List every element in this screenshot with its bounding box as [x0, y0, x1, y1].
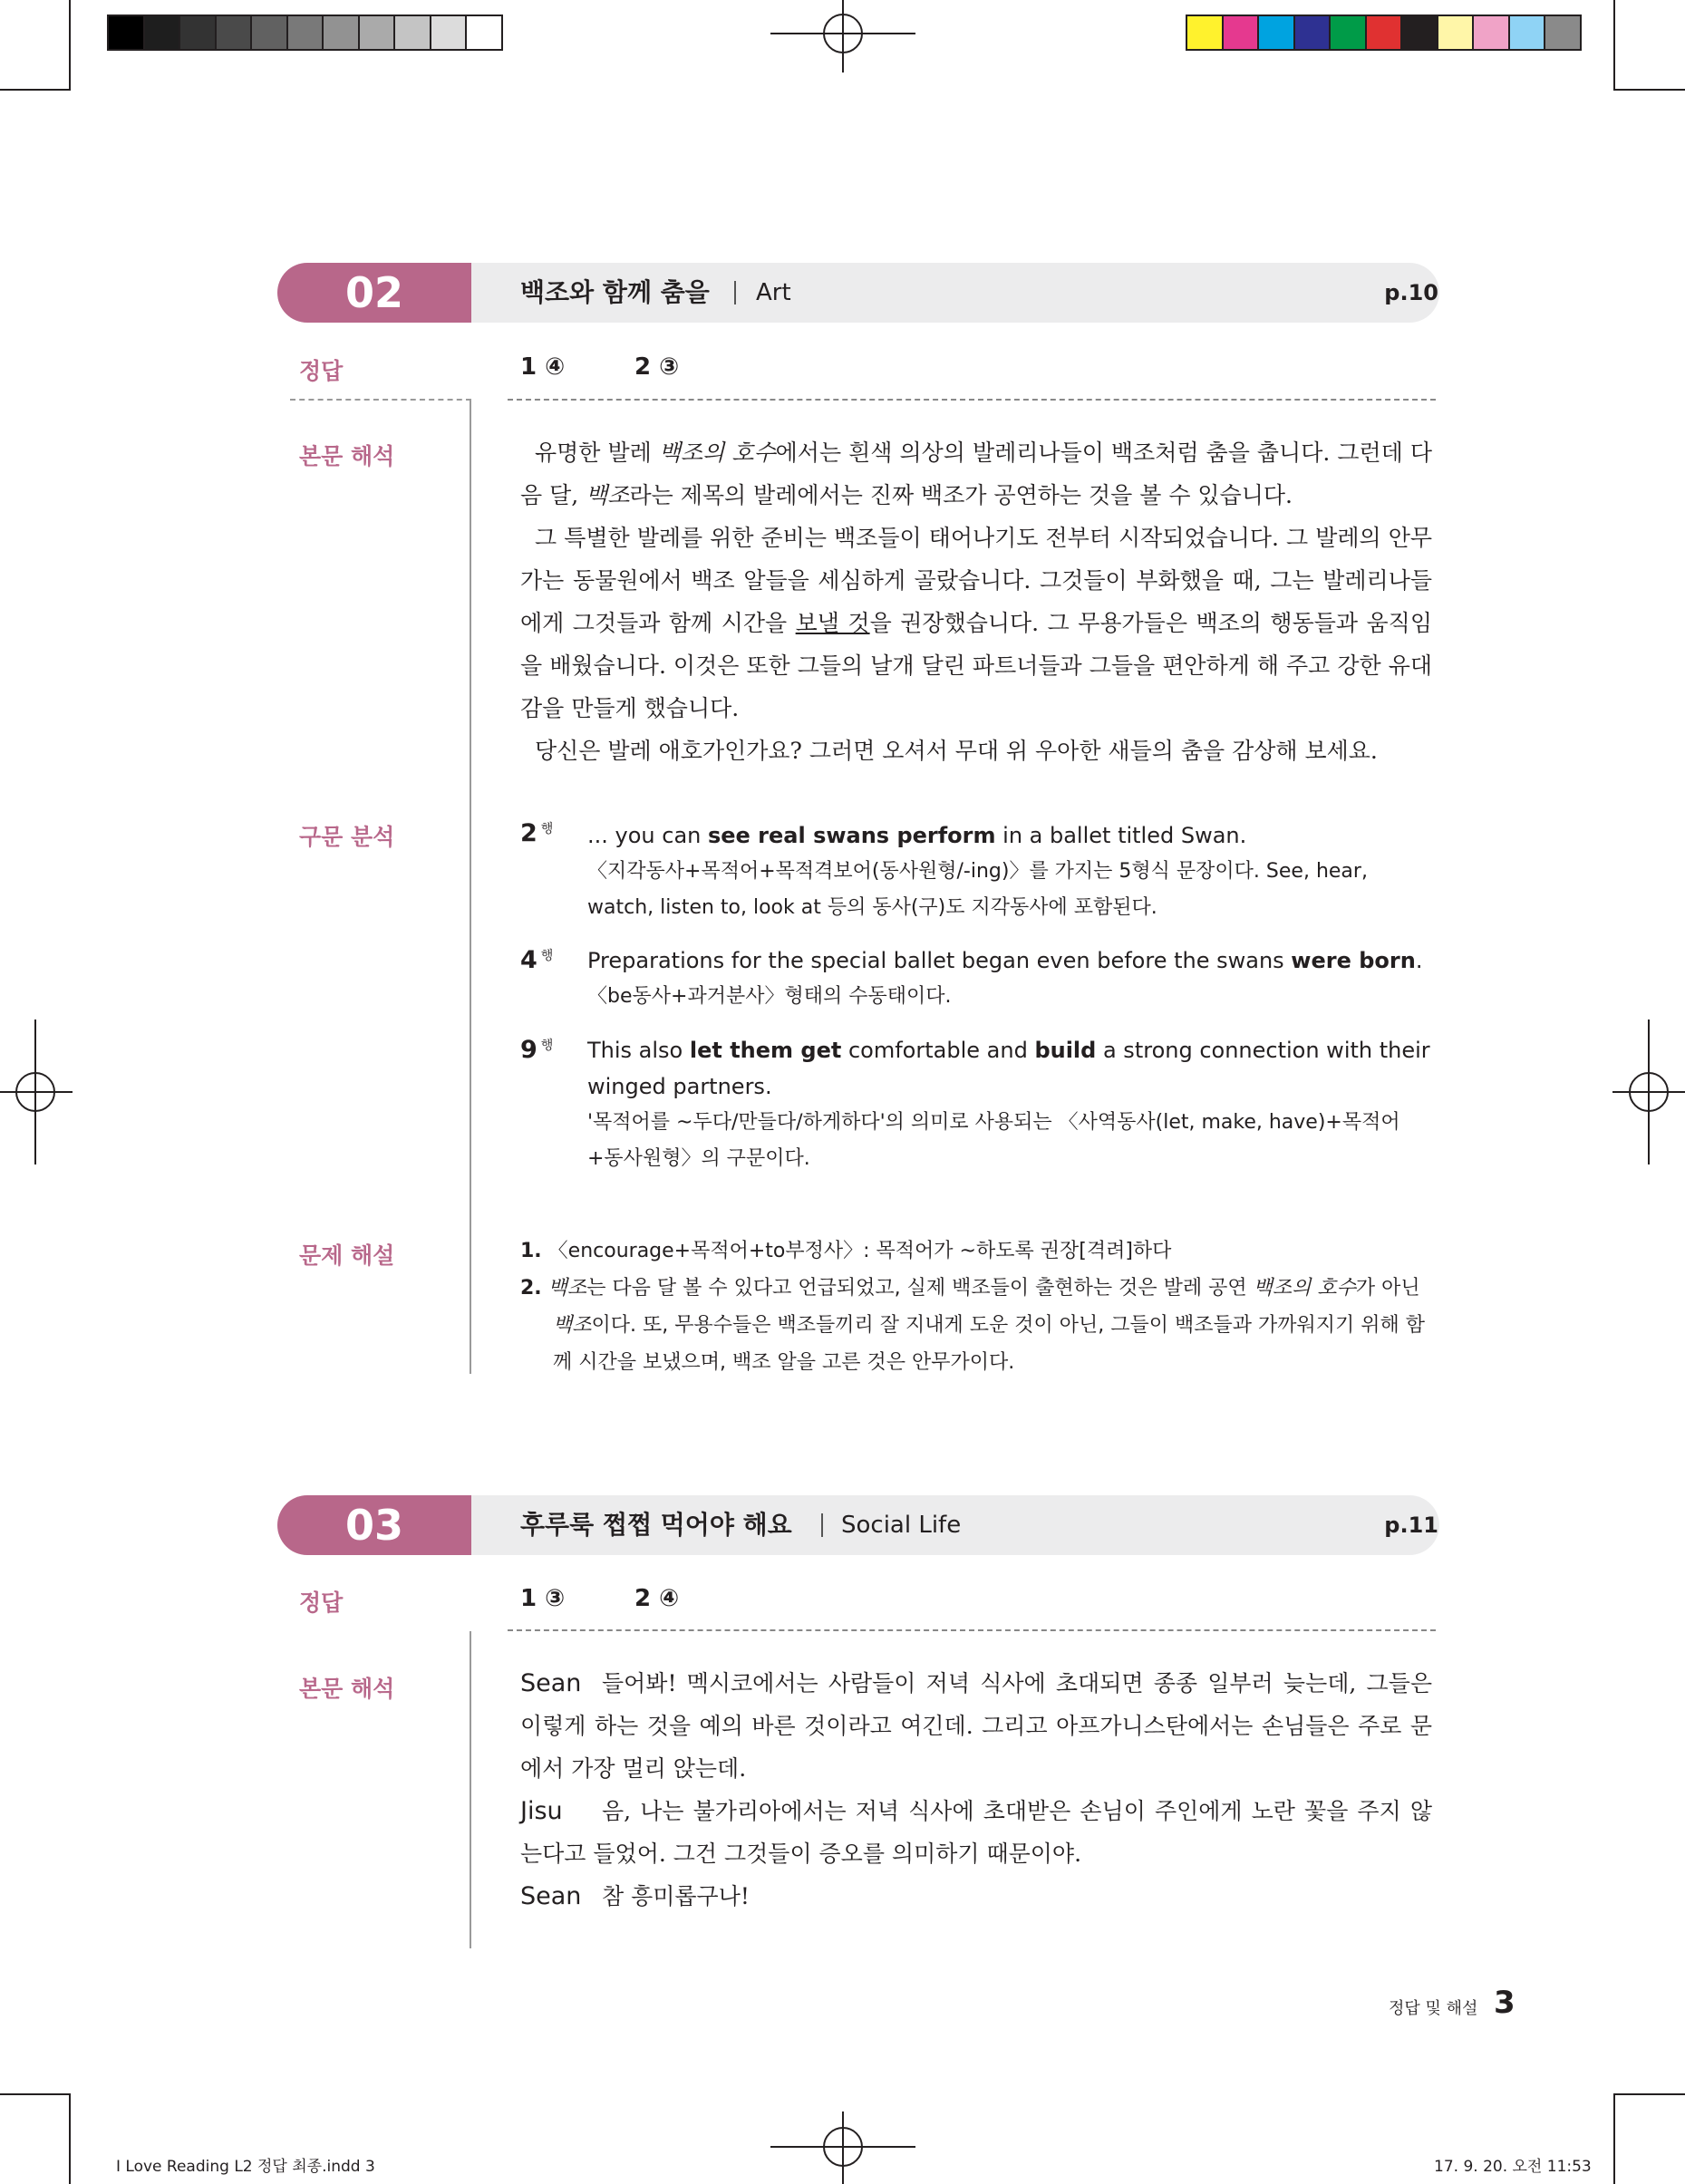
dialogue-translation: [520, 1662, 1432, 1918]
dialogue-line: Sean 들어봐! 멕시코에서는 사람들이 저녁 식사에 초대되면 종종 일부러 늦는데, 그들은 이렇게 하는 것을 예의 바른 것이라고 여긴데. 그리고 아프가니스탄에서는 손님들은 주로 문에서 가장 멀리 앉는데.: [520, 1669, 1432, 1782]
answer-1: 1 ④: [520, 353, 566, 381]
problem-explanations: [520, 1232, 1436, 1381]
section-category: Art: [756, 279, 791, 306]
answer-1: 1 ③: [520, 1585, 566, 1612]
color-swatch: [1186, 14, 1224, 51]
answer-label: 정답: [299, 358, 344, 384]
color-swatch: [358, 14, 396, 51]
grammar-label: 구문 분석: [299, 824, 395, 850]
color-swatch: [1293, 14, 1332, 51]
color-swatch: [1437, 14, 1475, 51]
color-swatch: [143, 14, 181, 51]
translation-label: 본문 해석: [299, 443, 395, 469]
color-swatch: [250, 14, 288, 51]
problem-label: 문제 해설: [299, 1242, 395, 1269]
color-swatch: [1400, 14, 1438, 51]
section-title: 후루룩 쩝쩝 먹어야 해요: [520, 1510, 792, 1540]
header-divider: [734, 281, 736, 304]
color-swatch: [1508, 14, 1546, 51]
file-name: I Love Reading L2 정답 최종.indd 3: [116, 2158, 375, 2176]
translation-text: 유명한 발레 백조의 호수에서는 흰색 의상의 발레리나들이 백조처럼 춤을 춥니다. 그런데 다음 달, 백조라는 제목의 발레에서는 진짜 백조가 공연하는 것을 볼 수 있습니다. 그 특별한 발레를 위한 준비는 백조들이 태어나기도 전부터 시작되었습니다. 그 발레의 안무가는 동물원에서 백조 알들을 세심하게 골랐습니다. 그것들이 부화했을 때, 그는 발레리나들에게 그것들과 함께 시간을 보낼 것을 권장했습니다. 그 무용가들은 백조의 행동들과 움직임을 배웠습니다. 이것은 또한 그들의 날개 달린 파트너들과 그들을 편안하게 해 주고 강한 유대감을 만들게 했습니다. 당신은 발레 애호가인가요? 그러면 오셔서 무대 위 우아한 새들의 춤을 감상해 보세요.: [520, 440, 1432, 764]
page-reference: p.11: [1384, 1512, 1438, 1538]
problem-item: 2. 백조는 다음 달 볼 수 있다고 언급되었고, 실제 백조들이 출현하는 것은 발레 공연 백조의 호수가 아닌 백조이다. 또, 무용수들은 백조들끼리 잘 지내게 도운 것이 아닌, 그들이 백조들과 가까워지기 위해 함께 시간을 보냈으며, 백조 알을 고른 것은 안무가이다.: [520, 1277, 1425, 1374]
color-swatch: [1257, 14, 1295, 51]
color-swatch: [1365, 14, 1403, 51]
section-number: 03: [277, 1495, 471, 1555]
answer-label: 정답: [299, 1590, 344, 1616]
color-swatch: [215, 14, 253, 51]
content-divider-line: [470, 399, 471, 1374]
color-swatch: [179, 14, 217, 51]
dialogue-line: Jisu 음, 나는 불가리아에서는 저녁 식사에 초대받은 손님이 주인에게 노란 꽃을 주지 않는다고 들었어. 그건 그것들이 증오를 의미하기 때문이야.: [520, 1797, 1432, 1867]
section-category: Social Life: [841, 1512, 962, 1539]
dialogue-line: Sean 참 흥미롭구나!: [520, 1882, 750, 1910]
color-swatch: [322, 14, 360, 51]
section-number: 02: [277, 263, 471, 323]
section-title: 백조와 함께 춤을: [520, 277, 710, 307]
color-swatch: [430, 14, 468, 51]
color-swatch: [286, 14, 324, 51]
content-divider-line: [470, 1631, 471, 1948]
page-number: 3: [1494, 1985, 1516, 2021]
color-swatch: [107, 14, 145, 51]
answer-2: 2 ④: [634, 1585, 680, 1612]
translation-label: 본문 해석: [299, 1676, 395, 1702]
page-reference: p.10: [1384, 280, 1438, 305]
header-divider: [821, 1513, 823, 1537]
color-swatch: [393, 14, 431, 51]
color-swatch: [465, 14, 503, 51]
footer-label: 정답 및 해설: [1389, 1999, 1478, 2018]
color-swatch: [1544, 14, 1582, 51]
color-swatch: [1472, 14, 1510, 51]
color-swatch: [1329, 14, 1367, 51]
answer-dashed-divider: [508, 1629, 1436, 1631]
print-timestamp: 17. 9. 20. 오전 11:53: [1434, 2158, 1592, 2176]
answer-dashed-divider: [508, 399, 1436, 401]
color-swatch: [1222, 14, 1260, 51]
answer-2: 2 ③: [634, 353, 680, 381]
problem-item: 1. 〈encourage+목적어+to부정사〉: 목적어가 ~하도록 권장[격려]하다: [520, 1240, 1172, 1262]
label-dashed-divider: [290, 399, 471, 401]
